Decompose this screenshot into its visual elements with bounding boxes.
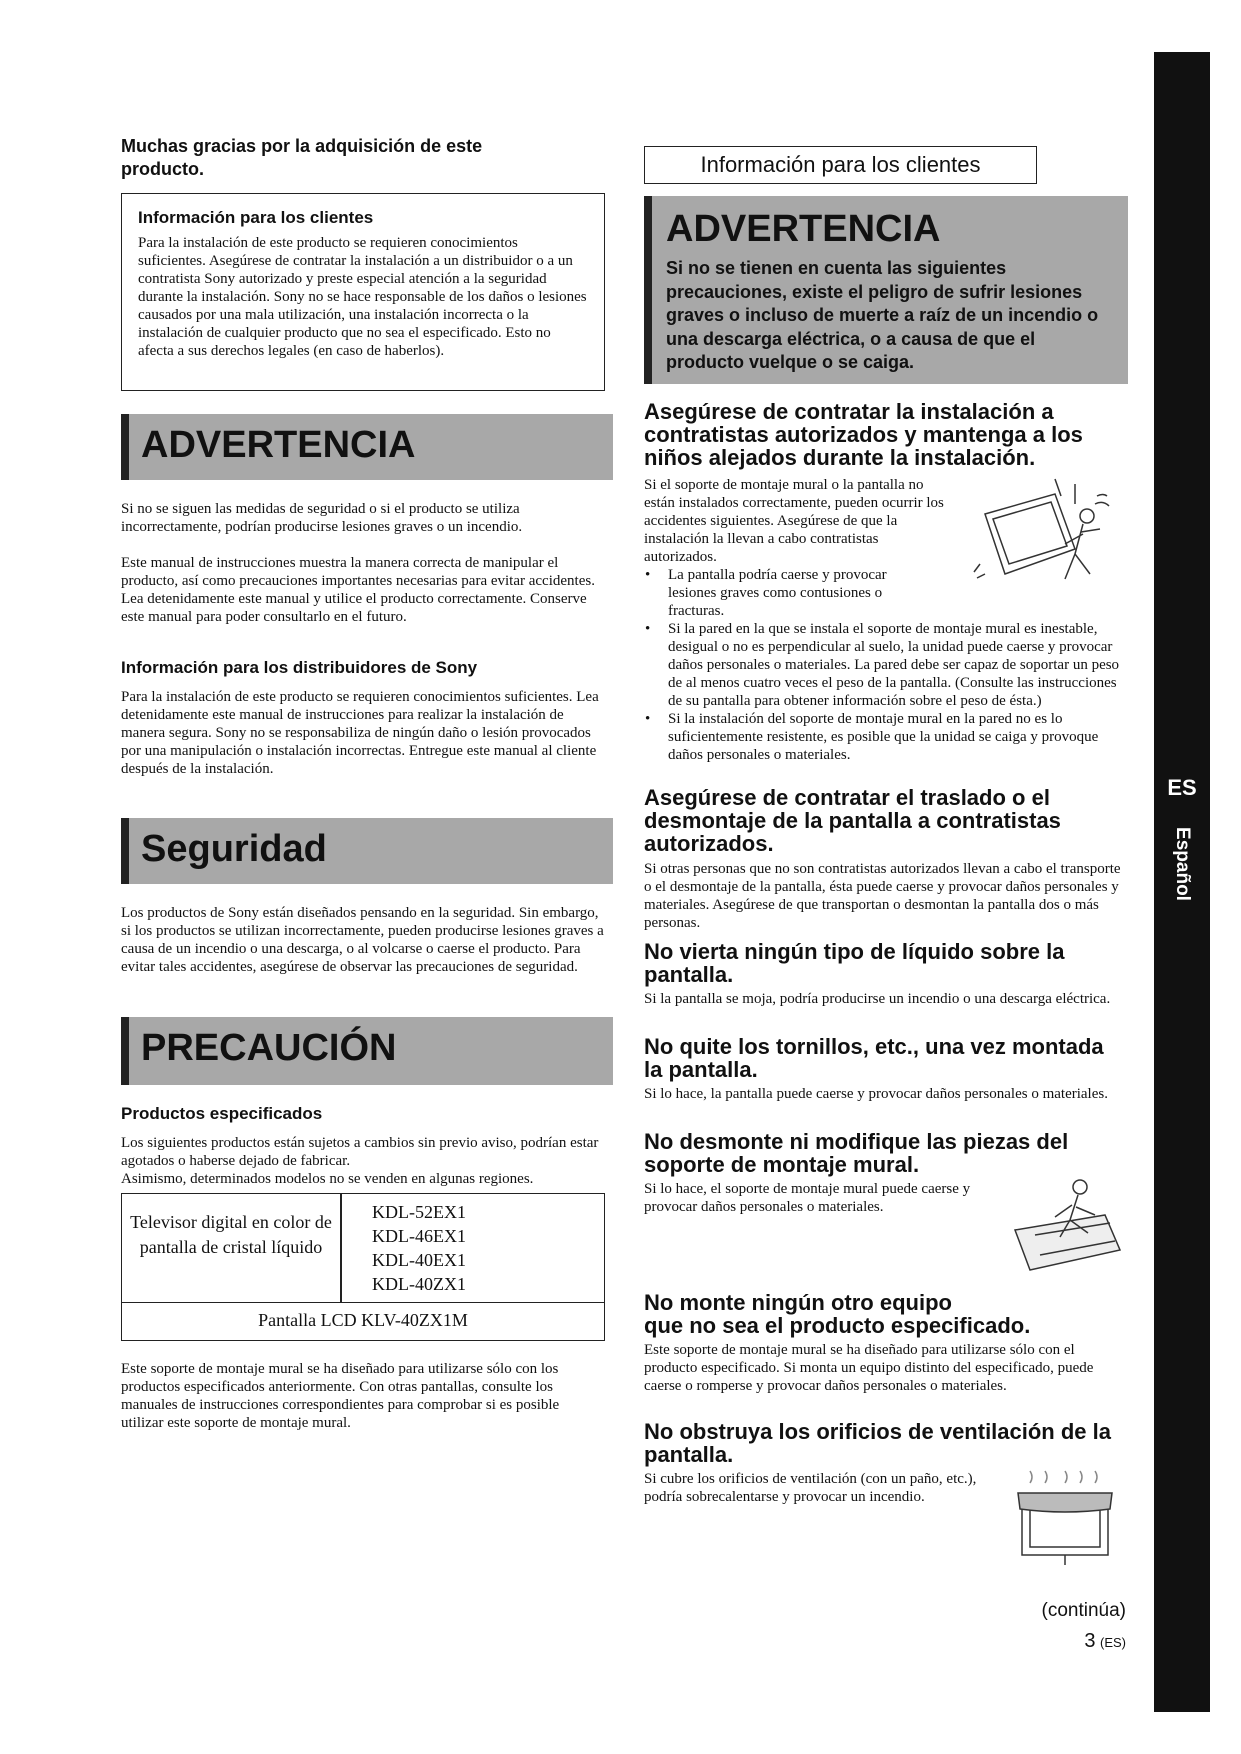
section-6-title — [644, 1291, 1128, 1337]
bullet-item: • Si la instalación del soporte de montaje mural en la pared no es lo suficientemente resistente, es posible que la unidad se caiga y provoque daños personales o materiales. — [644, 710, 1128, 764]
ventilation-illustration — [1010, 1465, 1120, 1575]
continued-label: (continúa) — [1041, 1600, 1126, 1621]
model-item: KDL-46EX1 — [372, 1226, 466, 1246]
page-number — [1000, 1630, 1126, 1653]
section-3-title: No vierta ningún tipo de líquido sobre la pantalla. — [644, 939, 1065, 987]
section-6-body: Este soporte de montaje mural se ha diseñado para utilizarse sólo con el producto especificado. Si monta un equipo distinto del especificado, puede caerse o romperse y provocar daños personales o materiales. — [644, 1342, 1094, 1394]
section-5-title: No desmonte ni modifique las piezas del soporte de montaje mural. — [644, 1129, 1069, 1177]
section-6-title-line-2: que no sea el producto especificado. — [644, 1313, 1031, 1338]
page-number-suffix: (ES) — [1100, 1635, 1126, 1650]
distributors-title: Información para los distribuidores de Sony — [121, 658, 478, 677]
advertencia-title: ADVERTENCIA — [141, 424, 416, 466]
bullet-item: • La pantalla podría caerse y provocar lesiones graves como contusiones o fracturas. — [644, 566, 938, 620]
seguridad-title: Seguridad — [141, 828, 327, 870]
distributors-body: Para la instalación de este producto se requieren conocimientos suficientes. Lea detenidamente este manual de instrucciones para realizar la instalación de manera segura. Sony no se responsabiliza de ningún daño o lesión provocados por una manipulación o instalación incorrectas. Entregue este manual al cliente después de la instalación. — [121, 689, 599, 777]
thanks-heading: Muchas gracias por la adquisición de este producto. — [121, 136, 483, 179]
productos-body-2: Asimismo, determinados modelos no se venden en algunas regiones. — [121, 1171, 534, 1187]
table-cell-models — [372, 1200, 466, 1296]
bullet-item: • Si la pared en la que se instala el soporte de montaje mural es inestable, desigual o no es perpendicular al suelo, la unidad puede caerse y provocar daños personales o materiales. La pared debe ser capaz de soportar un peso de al menos cuatro veces el peso de la pantalla. (Consulte las instrucciones de su pantalla para obtener información sobre el peso de ésta.) — [644, 620, 1128, 710]
table-cell-description: Televisor digital en color de pantalla de cristal líquido — [130, 1212, 332, 1257]
products-table — [121, 1193, 605, 1341]
section-6-title-line-1: No monte ningún otro equipo — [644, 1290, 952, 1315]
section-7-body: Si cubre los orificios de ventilación (con un paño, etc.), podría sobrecalentarse y provocar un incendio. — [644, 1471, 977, 1505]
customer-info-box — [121, 193, 605, 391]
advertencia-paragraph-2: Este manual de instrucciones muestra la manera correcta de manipular el producto, así como precauciones importantes necesarias para evitar accidentes. Lea detenidamente este manual y utilice el producto correctamente. Conserve este manual para poder consultarlo en el futuro. — [121, 555, 595, 625]
precaucion-banner — [121, 1017, 613, 1085]
model-item: KDL-40EX1 — [372, 1250, 466, 1270]
section-1-title: Asegúrese de contratar la instalación a contratistas autorizados y mantenga a los niños alejados durante la instalación. — [644, 399, 1083, 470]
disassembly-illustration — [1010, 1175, 1130, 1285]
language-name: Español — [1172, 827, 1193, 901]
precaucion-title: PRECAUCIÓN — [141, 1027, 397, 1069]
customer-info-title: Información para los clientes — [138, 208, 374, 227]
section-5-body: Si lo hace, el soporte de montaje mural puede caerse y provocar daños personales o materiales. — [644, 1181, 971, 1215]
model-item: KDL-40ZX1 — [372, 1274, 466, 1294]
warning-box — [644, 196, 1128, 384]
productos-title: Productos especificados — [121, 1104, 323, 1123]
section-4-body: Si lo hace, la pantalla puede caerse y provocar daños personales o materiales. — [644, 1086, 1108, 1102]
language-code: ES — [1167, 775, 1197, 800]
falling-display-illustration — [965, 474, 1125, 604]
section-7-title: No obstruya los orificios de ventilación de la pantalla. — [644, 1419, 1111, 1467]
section-1-body: Si el soporte de montaje mural o la pantalla no están instalados correctamente, pueden ocurrir los accidentes siguientes. Asegúrese de que la instalación la llevan a cabo contratistas autorizados. — [644, 477, 944, 565]
final-body: Este soporte de montaje mural se ha diseñado para utilizarse sólo con los productos especificados anteriormente. Con otras pantallas, consulte los manuales de instrucciones correspondientes para comprobar si es posible utilizar este soporte de montaje mural. — [121, 1361, 560, 1431]
customer-info-heading-box: Información para los clientes — [644, 146, 1037, 184]
customer-info-body: Para la instalación de este producto se requieren conocimientos suficientes. Asegúrese de contratar la instalación a un distribuidor o a un contratista Sony autorizado y preste especial atención a la seguridad durante la instalación. Sony no se hace responsable de los daños o lesiones causados por una mala utilización, una instalación incorrecta o la instalación de cualquier producto que no sea el especificado. Esto no afecta a sus derechos legales (en caso de haberlos). — [138, 235, 587, 359]
seguridad-body: Los productos de Sony están diseñados pensando en la seguridad. Sin embargo, si los productos se utilizan incorrectamente, pueden producirse lesiones graves a causa de un incendio o una descarga, o al volcarse o caerse el producto. Para evitar tales accidentes, asegúrese de observar las precauciones de seguridad. — [121, 905, 604, 975]
section-3-body: Si la pantalla se moja, podría producirse un incendio o una descarga eléctrica. — [644, 991, 1111, 1007]
table-divider — [340, 1194, 342, 1302]
section-2-body: Si otras personas que no son contratistas autorizados llevan a cabo el transporte o el desmontaje de la pantalla, ésta puede caerse y provocar daños personales y materiales. Asegúrese de que transportan o desmontan la pantalla dos o más personas. — [644, 861, 1121, 931]
seguridad-banner — [121, 818, 613, 884]
advertencia-paragraph-1: Si no se siguen las medidas de seguridad o si el producto se utiliza incorrectamente, podrían producirse lesiones graves o un incendio. — [121, 501, 523, 535]
warning-body: Si no se tienen en cuenta las siguientes precauciones, existe el peligro de sufrir lesiones graves o incluso de muerte a raíz de un incendio o una descarga eléctrica, o a causa de que el producto vuelque o se caiga. — [666, 258, 1099, 372]
section-4-title: No quite los tornillos, etc., una vez montada la pantalla. — [644, 1034, 1104, 1082]
table-row — [122, 1194, 604, 1303]
page-number-value: 3 — [1084, 1630, 1096, 1652]
model-item: KDL-52EX1 — [372, 1202, 466, 1222]
productos-body-1: Los siguientes productos están sujetos a cambios sin previo aviso, podrían estar agotados o haberse dejado de fabricar. — [121, 1135, 599, 1169]
advertencia-banner — [121, 414, 613, 480]
warning-title: ADVERTENCIA — [666, 208, 941, 250]
section-2-title: Asegúrese de contratar el traslado o el desmontaje de la pantalla a contratistas autorizados. — [644, 785, 1061, 856]
table-row-lcd: Pantalla LCD KLV-40ZX1M — [258, 1310, 468, 1330]
